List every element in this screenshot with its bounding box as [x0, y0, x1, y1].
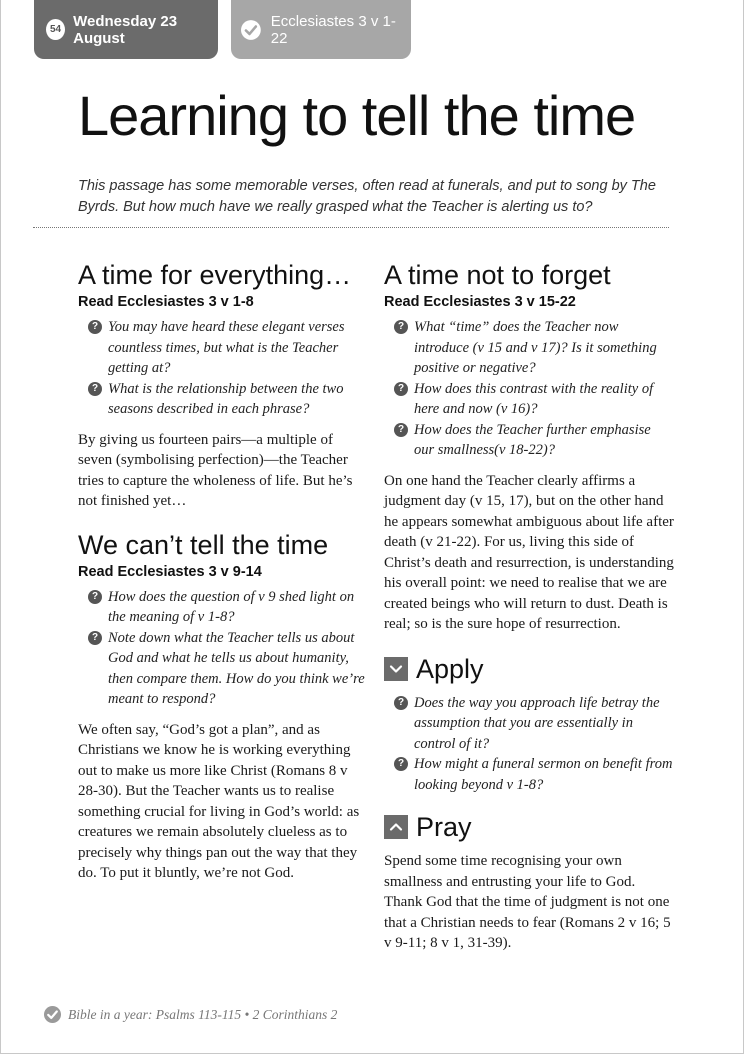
section-pray — [384, 809, 674, 954]
section-apply — [384, 651, 674, 796]
question-mark-icon: ? — [394, 320, 408, 334]
question-item — [384, 693, 674, 755]
question-list — [384, 693, 674, 796]
section-heading: A time for everything… — [78, 260, 352, 290]
dotted-divider — [33, 227, 669, 228]
body-paragraph: On one hand the Teacher clearly affirms a judgment day (v 15, 17), but on the other hand he appears somewhat ambiguous about life after death (v 21-22). For us, living this side of Christ’s death and resurrection, is understanding his overall point: we need to realise that we are created beings who will return to dust. Death is real; so is the sure hope of resurrection. — [384, 472, 674, 632]
question-text: Does the way you approach life betray the assumption that you are essentially in control of it? — [414, 694, 660, 752]
body-paragraph: Spend some time recognising your own smallness and entrusting your life to God. Thank God that the time of judgment is not one that a Christian needs to fear (Romans 2 v 16; 5 v 9-11; 8 v 1, 31-39). — [384, 853, 671, 951]
question-item — [384, 420, 674, 461]
chevron-down-icon — [384, 657, 408, 681]
question-list — [78, 587, 368, 710]
check-icon — [241, 20, 261, 40]
question-text: What “time” does the Teacher now introduce (v 15 and v 17)? Is it something positive or negative? — [414, 319, 657, 376]
body-paragraph: We often say, “God’s got a plan”, and as Christians we know he is working everything out to make us more like Christ (Romans 8 v 28-30). But the Teacher wants us to realise something crucial for living in God’s world: as creatures we remain absolutely clueless as to precisely why things pan out the way that they do. To put it bluntly, we’re not God. — [78, 721, 360, 881]
question-item — [384, 379, 674, 420]
passage-tab — [231, 0, 411, 59]
question-mark-icon: ? — [394, 423, 408, 437]
question-list — [78, 317, 368, 420]
section-cant-tell-time — [78, 528, 368, 884]
section-heading: We can’t tell the time — [78, 529, 329, 560]
footer — [44, 1006, 337, 1023]
question-text: Note down what the Teacher tells us about God and what he tells us about humanity, then compare them. How do you think we’re meant to respond? — [108, 629, 365, 707]
body-paragraph: By giving us fourteen pairs—a multiple of seven (symbolising perfection)—the Teacher tries to capture the wholeness of life. But he’s not finished yet… — [78, 431, 353, 509]
question-text: You may have heard these elegant verses countless times, but what is the Teacher getting at? — [108, 319, 345, 376]
passage-label: Ecclesiastes 3 v 1-22 — [270, 12, 396, 47]
section-time-not-to-forget — [384, 258, 674, 635]
date-tab — [34, 0, 218, 59]
question-text: How does the question of v 9 shed light on the meaning of v 1-8? — [108, 588, 355, 625]
question-item — [78, 379, 368, 420]
pray-heading-row — [384, 809, 674, 845]
question-mark-icon: ? — [88, 590, 102, 604]
read-reference: Read Ecclesiastes 3 v 9-14 — [78, 563, 262, 580]
section-time-for-everything — [78, 258, 368, 512]
section-heading: A time not to forget — [384, 260, 611, 290]
question-mark-icon: ? — [88, 382, 102, 396]
chevron-up-icon — [384, 815, 408, 839]
question-mark-icon: ? — [394, 382, 408, 396]
question-list — [384, 317, 674, 461]
question-mark-icon: ? — [394, 757, 408, 771]
right-column — [384, 258, 674, 970]
question-mark-icon: ? — [88, 320, 102, 334]
check-icon — [44, 1006, 61, 1023]
question-text: How does this contrast with the reality of here and now (v 16)? — [414, 380, 654, 417]
question-item — [78, 628, 368, 710]
question-text: How does the Teacher further emphasise our smallness(v 18-22)? — [414, 421, 651, 458]
question-item — [384, 317, 674, 379]
read-reference: Read Ecclesiastes 3 v 15-22 — [384, 294, 576, 310]
question-item — [384, 754, 674, 795]
page-number-badge: 54 — [46, 19, 65, 40]
read-reference: Read Ecclesiastes 3 v 1-8 — [78, 294, 254, 310]
question-item — [78, 587, 368, 628]
apply-heading: Apply — [416, 653, 484, 684]
intro-text: This passage has some memorable verses, often read at funerals, and put to song by The Byrds. But how much have we really grasped what the Teacher is alerting us to? — [78, 178, 656, 215]
left-column — [78, 258, 368, 900]
question-mark-icon: ? — [394, 696, 408, 710]
bible-in-a-year: Bible in a year: Psalms 113-115 • 2 Corinthians 2 — [68, 1006, 338, 1022]
page-title: Learning to tell the time — [78, 84, 636, 147]
pray-heading: Pray — [416, 812, 472, 842]
question-text: How might a funeral sermon on benefit from looking beyond v 1-8? — [414, 756, 673, 793]
question-item — [78, 317, 368, 379]
question-mark-icon: ? — [88, 631, 102, 645]
date-label: Wednesday 23 August — [73, 12, 178, 47]
apply-heading-row — [384, 651, 674, 687]
question-text: What is the relationship between the two seasons described in each phrase? — [108, 380, 344, 417]
